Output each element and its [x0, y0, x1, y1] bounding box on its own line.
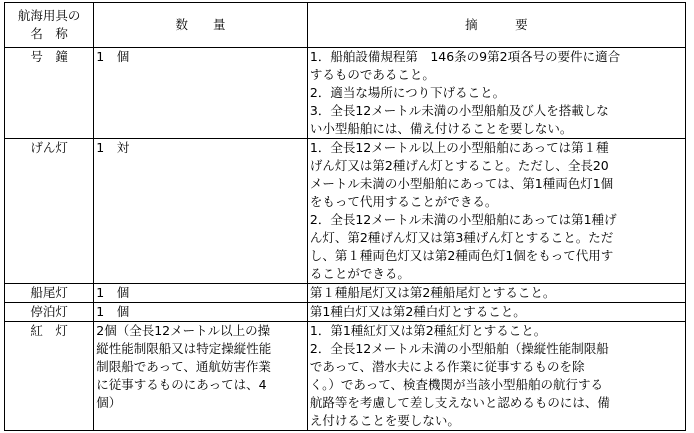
- header-name-line2: 名 称: [30, 26, 68, 41]
- quantity-line: 1 個: [96, 49, 130, 64]
- summary-line: え付けることを要しない。: [309, 413, 460, 428]
- quantity-line: 個）: [96, 395, 122, 410]
- table-row: [5, 48, 686, 139]
- item-quantity: [94, 303, 308, 322]
- summary-line: 第1種白灯又は第2種白灯とすること。: [309, 304, 526, 319]
- item-summary: [307, 322, 685, 431]
- summary-line: げん灯又は第2種げん灯とすること。ただし、全長20: [309, 158, 609, 173]
- item-name: 停泊灯: [5, 303, 94, 322]
- quantity-line: 縦性能制限船又は特定操縦性能: [96, 341, 272, 356]
- equipment-table: [4, 2, 686, 431]
- summary-line: であって、潜水夫による作業に従事するものを除: [309, 359, 585, 374]
- header-row: [5, 3, 686, 48]
- table-row: [5, 139, 686, 284]
- summary-line: 第１種船尾灯又は第2種船尾灯とすること。: [309, 285, 556, 300]
- summary-line: 2．適当な場所につり下げること。: [309, 85, 506, 100]
- header-quantity: 数 量: [94, 3, 308, 48]
- summary-line: するものであること。: [309, 67, 435, 82]
- item-name: 号 鐘: [5, 48, 94, 139]
- summary-line: し、第１種両色灯又は第2種両色灯1個をもって代用す: [309, 248, 614, 263]
- summary-line: 1．船舶設備規程第 146条の9第2項各号の要件に適合: [309, 49, 621, 64]
- summary-line: ることができる。: [309, 266, 410, 281]
- table-row: [5, 303, 686, 322]
- summary-line: 航路等を考慮して差し支えないと認めるものには、備: [309, 395, 610, 410]
- item-quantity: [94, 284, 308, 303]
- summary-line: 2．全長12メートル未満の小型船舶にあっては第1種げ: [309, 212, 617, 227]
- summary-line: 3．全長12メートル未満の小型船舶及び人を搭載しな: [309, 103, 609, 118]
- item-quantity: [94, 139, 308, 284]
- quantity-line: 2個（全長12メートル以上の操: [96, 323, 271, 338]
- item-quantity: [94, 322, 308, 431]
- item-summary: [307, 48, 685, 139]
- quantity-line: 1 対: [96, 140, 130, 155]
- header-summary: 摘 要: [307, 3, 685, 48]
- summary-line: をもって代用することができる。: [309, 194, 498, 209]
- header-name: [5, 3, 94, 48]
- quantity-line: 1 個: [96, 304, 130, 319]
- summary-line: ん灯、第2種げん灯又は第3種げん灯とすること。ただ: [309, 230, 614, 245]
- summary-line: く。）であって、検査機関が当該小型船舶の航行する: [309, 377, 604, 392]
- item-name: げん灯: [5, 139, 94, 284]
- item-name: 紅 灯: [5, 322, 94, 431]
- summary-line: 2．全長12メートル未満の小型船舶（操縦性能制限船: [309, 341, 609, 356]
- summary-line: い小型船舶には、備え付けることを要しない。: [309, 121, 573, 136]
- quantity-line: に従事するものにあっては、4: [96, 377, 267, 392]
- quantity-line: 1 個: [96, 285, 130, 300]
- table-row: [5, 322, 686, 431]
- item-summary: [307, 303, 685, 322]
- summary-line: 1．第1種紅灯又は第2種紅灯とすること。: [309, 323, 547, 338]
- item-summary: [307, 284, 685, 303]
- item-summary: [307, 139, 685, 284]
- header-name-line1: 航海用具の: [17, 8, 81, 23]
- quantity-line: 制限船であって、通航妨害作業: [96, 359, 271, 374]
- item-name: 船尾灯: [5, 284, 94, 303]
- item-quantity: [94, 48, 308, 139]
- summary-line: 1．全長12メートル以上の小型船舶にあっては第１種: [309, 140, 609, 155]
- summary-line: メートル未満の小型船舶にあっては、第1種両色灯1個: [309, 176, 614, 191]
- table-row: [5, 284, 686, 303]
